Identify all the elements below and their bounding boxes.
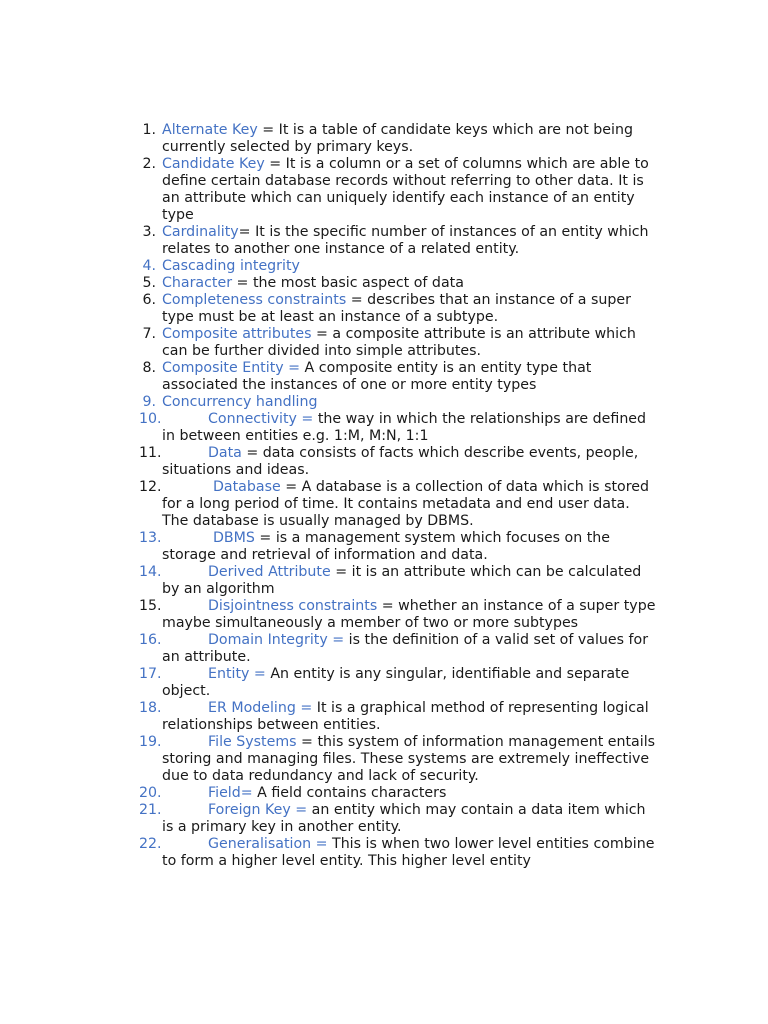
list-item [0, 734, 768, 785]
list-item [0, 785, 768, 802]
list-item-number: 15. [139, 598, 162, 614]
glossary-term: Connectivity = [208, 411, 314, 427]
glossary-definition: = the most basic aspect of data [232, 275, 464, 291]
list-item-number: 8. [142, 360, 156, 376]
list-item [0, 275, 768, 292]
list-item [0, 156, 768, 224]
list-item [0, 394, 768, 411]
glossary-definition: = data consists of facts which describe events, people, situations and ideas. [162, 445, 639, 478]
glossary-definition: is the definition of a valid set of values for an attribute. [162, 632, 649, 665]
list-item-number: 18. [139, 700, 162, 716]
list-item-number: 11. [139, 445, 162, 461]
glossary-definition: = A database is a collection of data which is stored for a long period of time. It contains metadata and end user data. The database is usually managed by DBMS. [162, 479, 649, 529]
glossary-definition: This is when two lower level entities combine to form a higher level entity. This higher level entity [162, 836, 655, 869]
glossary-definition: = describes that an instance of a super type must be at least an instance of a subtype. [162, 292, 631, 325]
glossary-definition: the way in which the relationships are defined in between entities e.g. 1:M, M:N, 1:1 [162, 411, 647, 444]
glossary-definition: A composite entity is an entity type that associated the instances of one or more entity types [162, 360, 592, 393]
glossary-definition: = whether an instance of a super type maybe simultaneously a member of two or more subtypes [162, 598, 656, 631]
glossary-term: Character [162, 275, 233, 291]
list-item [0, 802, 768, 836]
list-item [0, 122, 768, 156]
glossary-term: Concurrency handling [162, 394, 318, 410]
glossary-term: Field= [208, 785, 253, 801]
glossary-term: Data [208, 445, 242, 461]
list-item-number: 2. [142, 156, 156, 172]
list-item-number: 22. [139, 836, 162, 852]
glossary-definition: = a composite attribute is an attribute which can be further divided into simple attributes. [162, 326, 636, 359]
glossary-definition: = it is an attribute which can be calculated by an algorithm [162, 564, 642, 597]
list-item [0, 411, 768, 445]
glossary-term: Domain Integrity = [208, 632, 345, 648]
list-item-number: 16. [139, 632, 162, 648]
glossary-term: Composite attributes [162, 326, 312, 342]
list-item [0, 836, 768, 870]
list-item-number: 7. [142, 326, 156, 342]
glossary-definition: A field contains characters [252, 785, 447, 801]
glossary-term: Cardinality [162, 224, 239, 240]
list-item-number: 19. [139, 734, 162, 750]
glossary-definition: = It is the specific number of instances of an entity which relates to another one instance of a related entity. [162, 224, 649, 257]
glossary-term: Derived Attribute [208, 564, 331, 580]
list-item-number: 17. [139, 666, 162, 682]
glossary-term: Foreign Key = [208, 802, 308, 818]
glossary-definition: = It is a table of candidate keys which are not being currently selected by primary keys. [162, 122, 633, 155]
glossary-term: Candidate Key [162, 156, 265, 172]
list-item [0, 700, 768, 734]
list-item-number: 9. [142, 394, 156, 410]
list-item-number: 1. [142, 122, 156, 138]
glossary-term: Composite Entity = [162, 360, 301, 376]
glossary-term: Completeness constraints [162, 292, 347, 308]
list-item [0, 530, 768, 564]
list-item-number: 20. [139, 785, 162, 801]
list-item-number: 3. [142, 224, 156, 240]
list-item-number: 6. [142, 292, 156, 308]
list-item-number: 21. [139, 802, 162, 818]
glossary-term: Disjointness constraints [208, 598, 378, 614]
glossary-term: Alternate Key [162, 122, 258, 138]
list-item [0, 360, 768, 394]
glossary-definition: An entity is any singular, identifiable and separate object. [162, 666, 630, 699]
list-item-number: 14. [139, 564, 162, 580]
glossary-term: File Systems [208, 734, 297, 750]
list-item [0, 479, 768, 530]
list-item [0, 292, 768, 326]
glossary-term: Entity = [208, 666, 266, 682]
list-item [0, 564, 768, 598]
glossary-definition: It is a graphical method of representing logical relationships between entities. [162, 700, 649, 733]
list-item-number: 5. [142, 275, 156, 291]
glossary-term: Cascading integrity [162, 258, 300, 274]
list-item [0, 258, 768, 275]
list-item-number: 13. [139, 530, 162, 546]
list-item-number: 4. [142, 258, 156, 274]
list-item [0, 666, 768, 700]
glossary-definition: = this system of information management entails storing and managing files. These systems are extremely ineffective due to data redundancy and lack of security. [162, 734, 656, 784]
list-item-number: 12. [139, 479, 162, 495]
glossary-definition: an entity which may contain a data item which is a primary key in another entity. [162, 802, 646, 835]
glossary-term: Database [213, 479, 281, 495]
glossary-definition: = is a management system which focuses on the storage and retrieval of information and data. [162, 530, 611, 563]
glossary-term: ER Modeling = [208, 700, 313, 716]
list-item [0, 224, 768, 258]
list-item [0, 632, 768, 666]
list-item-number: 10. [139, 411, 162, 427]
glossary-definition: = It is a column or a set of columns which are able to define certain database records without referring to other data. It is an attribute which can uniquely identify each instance of an entity type [162, 156, 649, 223]
list-item [0, 326, 768, 360]
list-item [0, 445, 768, 479]
list-item [0, 598, 768, 632]
glossary-term: Generalisation = [208, 836, 328, 852]
glossary-list [0, 122, 768, 870]
glossary-term: DBMS [213, 530, 255, 546]
